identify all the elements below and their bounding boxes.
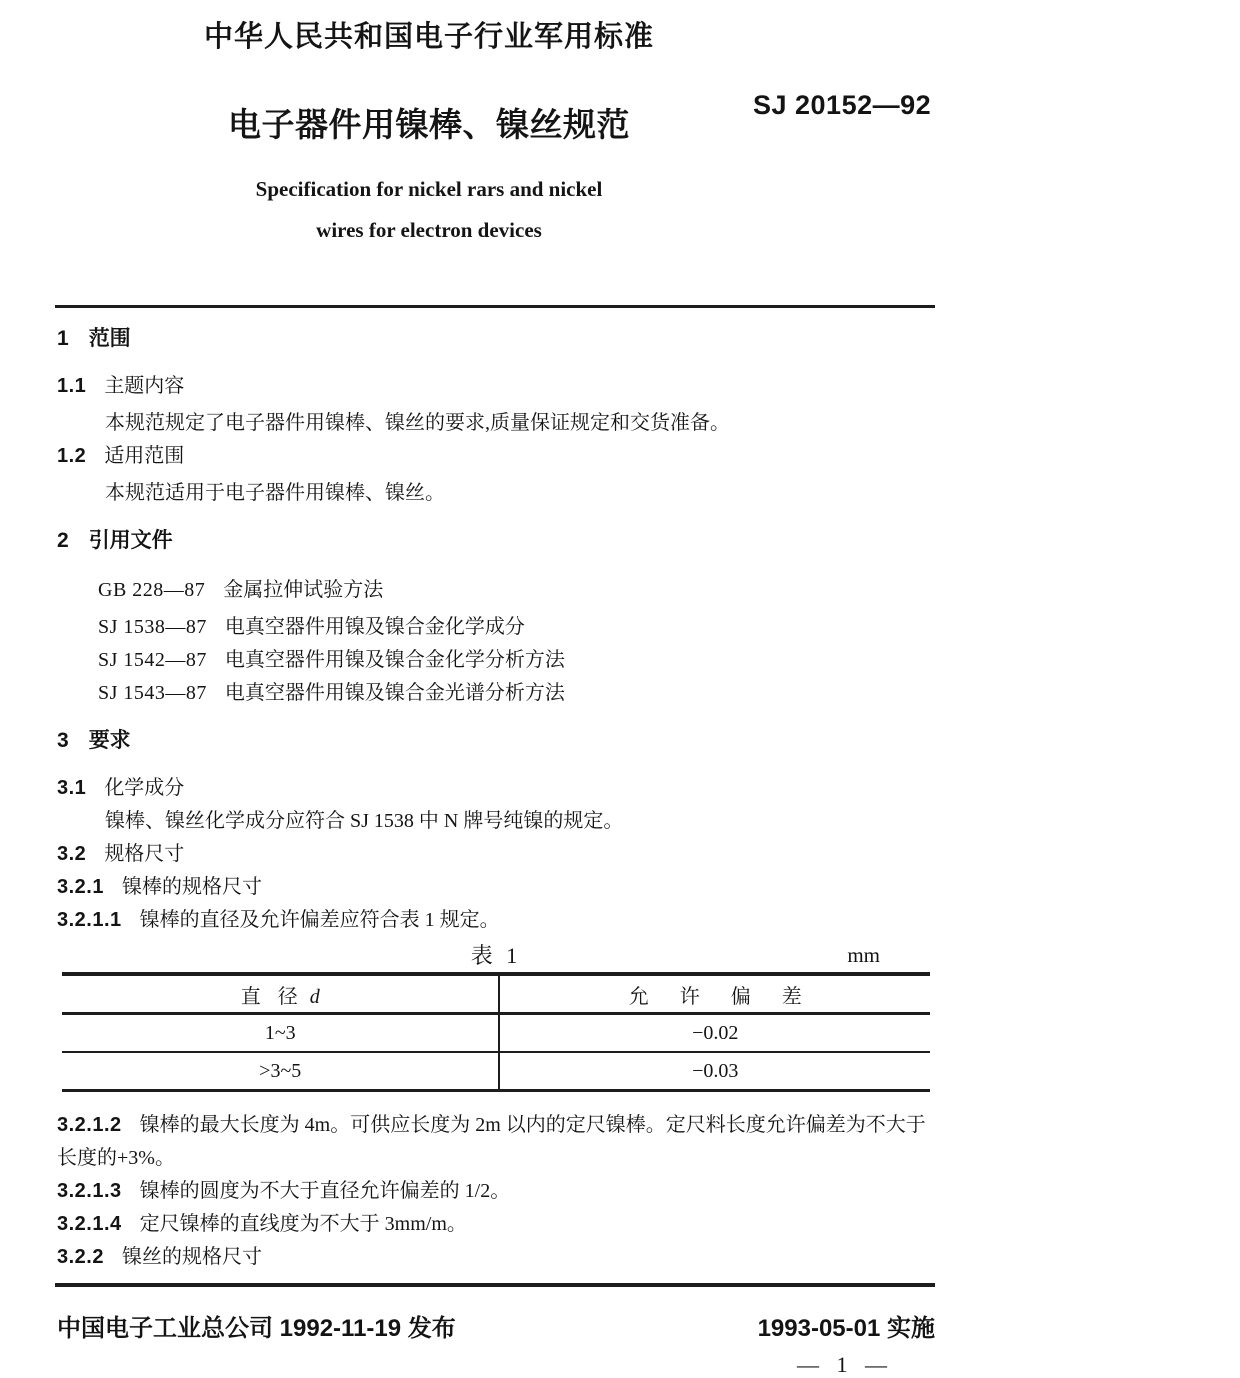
release-info: 中国电子工业总公司 1992-11-19 发布 (57, 1315, 456, 1342)
table-unit-label: mm (847, 943, 880, 967)
document-body (57, 322, 935, 1274)
standard-type-title: 中华人民共和国电子行业军用标准 (203, 21, 654, 53)
reference-item: SJ 1543—87 电真空器件用镍及镍合金光谱分析方法 (98, 682, 565, 704)
document-header (0, 0, 858, 243)
reference-item: SJ 1538—87 电真空器件用镍及镍合金化学成分 (98, 616, 525, 638)
implementation-info: 1993-05-01 实施 (757, 1315, 935, 1342)
footer-divider-rule (55, 1283, 935, 1287)
english-title-line1: Specification for nickel rars and nickel (255, 177, 603, 201)
column-header-tolerance: 允 许 偏 差 (499, 974, 930, 1014)
section-heading-3-2-1: 3.2.1 镍棒的规格尺寸 (57, 876, 262, 898)
standard-number: SJ 20152—92 (753, 90, 932, 120)
section-heading-2: 2 引用文件 (57, 529, 173, 552)
paragraph-application: 本规范适用于电子器件用镍棒、镍丝。 (105, 482, 445, 504)
reference-item: GB 228—87 金属拉伸试验方法 (98, 579, 384, 601)
section-heading-3: 3 要求 (57, 729, 131, 752)
header-divider-rule (55, 305, 935, 308)
diameter-variable: d (309, 985, 320, 1008)
document-title: 电子器件用镍棒、镍丝规范 (228, 106, 630, 143)
table-1-diameter-tolerance (62, 972, 930, 1092)
paragraph-scope-content: 本规范规定了电子器件用镍棒、镍丝的要求,质量保证规定和交货准备。 (105, 412, 730, 434)
table-row (62, 1052, 930, 1091)
table-caption: 表 1 (470, 943, 522, 968)
cell-diameter-range: 1~3 (62, 1014, 499, 1053)
section-heading-1-1: 1.1 主题内容 (57, 375, 185, 397)
table-row (62, 1014, 930, 1053)
table-caption-row (57, 939, 935, 972)
page-number: — 1 — (797, 1352, 893, 1377)
cell-tolerance: −0.02 (499, 1014, 930, 1053)
section-heading-3-2-1-2: 3.2.1.2 镍棒的最大长度为 4m。可供应长度为 2m 以内的定尺镍棒。定尺料长度允许偏差为不大于长度的+3%。 (57, 1114, 926, 1169)
section-heading-3-2-1-1: 3.2.1.1 镍棒的直径及允许偏差应符合表 1 规定。 (57, 909, 500, 931)
section-heading-3-2-2: 3.2.2 镍丝的规格尺寸 (57, 1246, 262, 1268)
column-header-diameter: 直 径 d (62, 974, 499, 1014)
section-heading-1-2: 1.2 适用范围 (57, 445, 185, 467)
reference-item: SJ 1542—87 电真空器件用镍及镍合金化学分析方法 (98, 649, 565, 671)
cell-tolerance: −0.03 (499, 1052, 930, 1091)
cell-diameter-range: >3~5 (62, 1052, 499, 1091)
section-heading-3-2: 3.2 规格尺寸 (57, 843, 185, 865)
section-heading-1: 1 范围 (57, 327, 131, 350)
table-header-row (62, 974, 930, 1014)
section-heading-3-2-1-3: 3.2.1.3 镍棒的圆度为不大于直径允许偏差的 1/2。 (57, 1180, 511, 1202)
section-heading-3-1: 3.1 化学成分 (57, 777, 185, 799)
english-title-line2: wires for electron devices (316, 218, 542, 242)
document-footer (0, 1308, 1240, 1378)
section-heading-3-2-1-4: 3.2.1.4 定尺镍棒的直线度为不大于 3mm/m。 (57, 1213, 467, 1235)
paragraph-chemical-composition: 镍棒、镍丝化学成分应符合 SJ 1538 中 N 牌号纯镍的规定。 (105, 810, 624, 832)
